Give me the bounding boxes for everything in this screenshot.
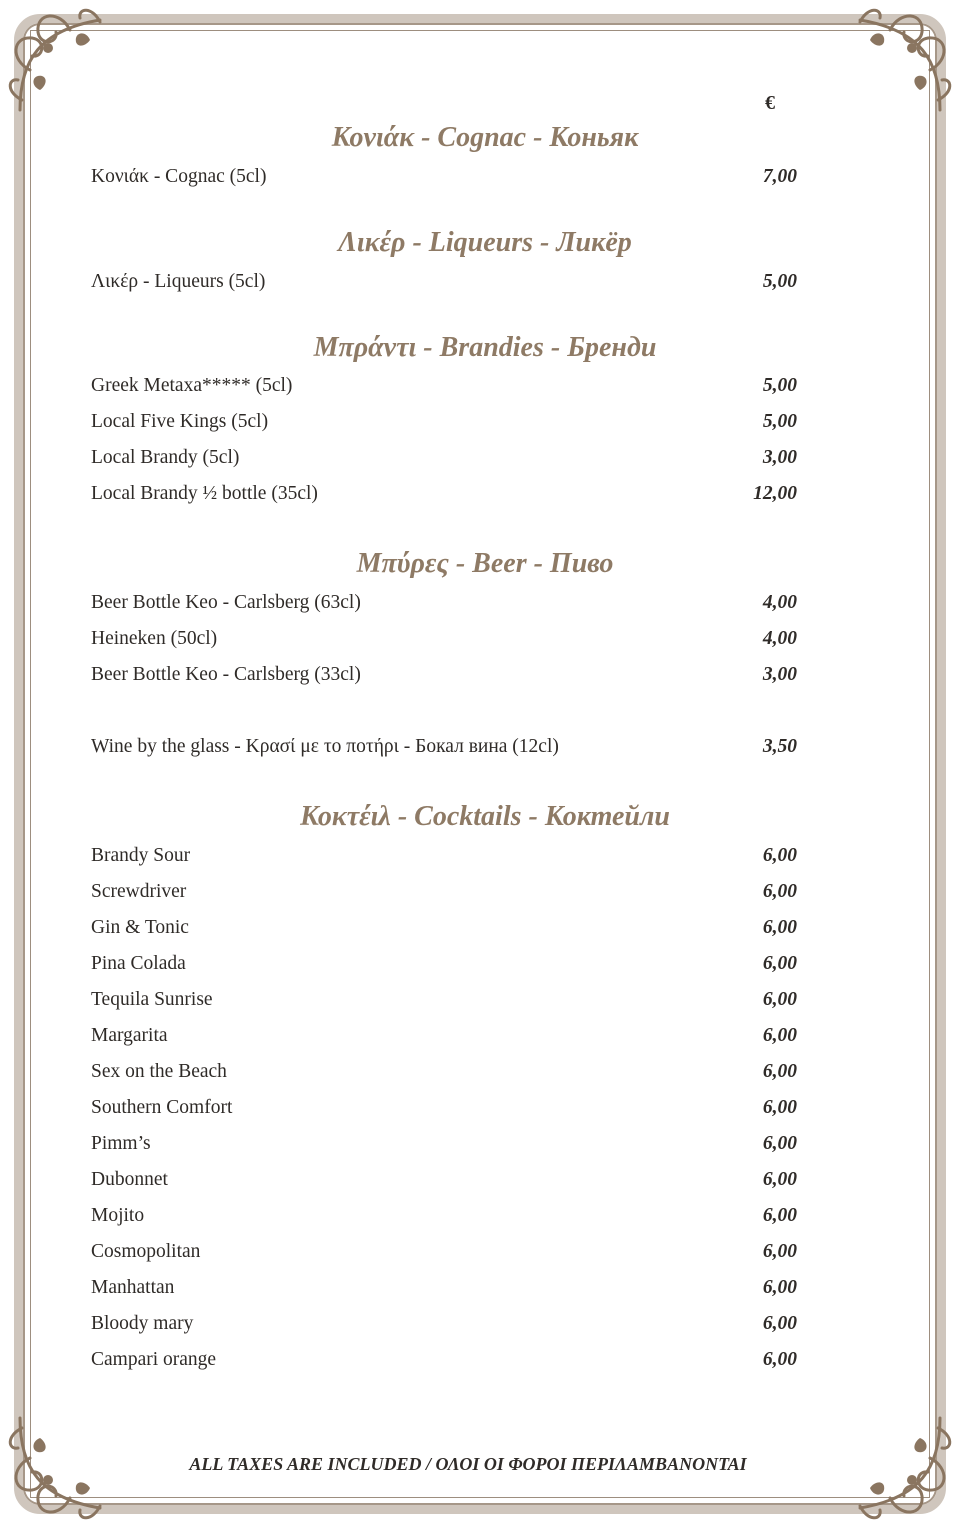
item-name: Southern Comfort bbox=[91, 1097, 233, 1118]
item-name: Local Brandy (5cl) bbox=[91, 447, 240, 468]
item-name: Κονιάκ - Cognac (5cl) bbox=[91, 166, 267, 187]
menu-item bbox=[91, 411, 797, 433]
item-price: 4,00 bbox=[762, 592, 797, 613]
item-price: 6,00 bbox=[762, 1097, 797, 1118]
item-price: 3,00 bbox=[762, 447, 797, 468]
item-name: Tequila Sunrise bbox=[91, 989, 213, 1010]
menu-item bbox=[91, 271, 797, 293]
menu-item bbox=[91, 628, 797, 650]
currency-symbol: € bbox=[765, 92, 775, 114]
item-price: 6,00 bbox=[762, 953, 797, 974]
item-name: Sex on the Beach bbox=[91, 1061, 227, 1082]
item-price: 6,00 bbox=[762, 1133, 797, 1154]
item-name: Gin & Tonic bbox=[91, 917, 189, 938]
item-name: Pina Colada bbox=[91, 953, 186, 974]
item-price: 5,00 bbox=[762, 271, 797, 292]
section-heading-brandies: Μπράντι - Brandies - Бренди bbox=[313, 332, 657, 363]
menu-item bbox=[91, 483, 797, 505]
item-price: 5,00 bbox=[762, 375, 797, 396]
item-price: 3,50 bbox=[762, 736, 797, 757]
menu-item bbox=[91, 989, 797, 1011]
menu-item bbox=[91, 1097, 797, 1119]
section-heading-cognac: Κονιάκ - Cognac - Коньяк bbox=[331, 122, 639, 153]
item-name: Heineken (50cl) bbox=[91, 628, 218, 649]
section-heading-liqueurs: Λικέρ - Liqueurs - Ликёр bbox=[338, 227, 632, 258]
item-price: 6,00 bbox=[762, 1205, 797, 1226]
menu-item bbox=[91, 375, 797, 397]
item-price: 6,00 bbox=[762, 1349, 797, 1370]
item-price: 6,00 bbox=[762, 989, 797, 1010]
item-name: Cosmopolitan bbox=[91, 1241, 201, 1262]
item-price: 3,00 bbox=[762, 664, 797, 685]
menu-item bbox=[91, 592, 797, 614]
menu-item bbox=[91, 1277, 797, 1299]
item-name: Mojito bbox=[91, 1205, 145, 1226]
item-name: Greek Metaxa***** (5cl) bbox=[91, 375, 293, 396]
menu-item bbox=[91, 166, 797, 188]
menu-item bbox=[91, 1313, 797, 1335]
item-name: Local Brandy ½ bottle (35cl) bbox=[91, 483, 318, 504]
section-heading-beer: Μπύρες - Beer - Пиво bbox=[356, 548, 614, 579]
menu-item bbox=[91, 845, 797, 867]
item-price: 7,00 bbox=[762, 166, 797, 187]
item-price: 6,00 bbox=[762, 1169, 797, 1190]
menu-item bbox=[91, 736, 797, 758]
item-name: Manhattan bbox=[91, 1277, 175, 1298]
item-name: Campari orange bbox=[91, 1349, 217, 1370]
menu-item bbox=[91, 664, 797, 686]
item-name: Screwdriver bbox=[91, 881, 187, 902]
item-name: Margarita bbox=[91, 1025, 168, 1046]
item-price: 6,00 bbox=[762, 845, 797, 866]
menu-item bbox=[91, 1025, 797, 1047]
corner-ornament-icon bbox=[830, 0, 960, 130]
corner-ornament-icon bbox=[0, 0, 130, 130]
item-name: Beer Bottle Keo - Carlsberg (33cl) bbox=[91, 664, 361, 685]
menu-item bbox=[91, 1169, 797, 1191]
item-price: 12,00 bbox=[753, 483, 797, 504]
menu-item bbox=[91, 1241, 797, 1263]
item-name: Local Five Kings (5cl) bbox=[91, 411, 269, 432]
item-price: 6,00 bbox=[762, 1277, 797, 1298]
section-heading-cocktails: Κοκτέιλ - Cocktails - Коктейли bbox=[300, 801, 670, 832]
item-name: Wine by the glass - Κρασί με το ποτήρι - Бокал вина (12cl) bbox=[91, 736, 559, 757]
item-name: Bloody mary bbox=[91, 1313, 194, 1334]
item-price: 6,00 bbox=[762, 1061, 797, 1082]
menu-item bbox=[91, 953, 797, 975]
item-name: Dubonnet bbox=[91, 1169, 168, 1190]
item-price: 6,00 bbox=[762, 1241, 797, 1262]
item-name: Brandy Sour bbox=[91, 845, 191, 866]
item-name: Pimm’s bbox=[91, 1133, 151, 1154]
item-price: 5,00 bbox=[762, 411, 797, 432]
item-name: Beer Bottle Keo - Carlsberg (63cl) bbox=[91, 592, 361, 613]
item-price: 6,00 bbox=[762, 917, 797, 938]
item-price: 6,00 bbox=[762, 1313, 797, 1334]
menu-item bbox=[91, 1205, 797, 1227]
item-price: 4,00 bbox=[762, 628, 797, 649]
menu-item bbox=[91, 447, 797, 469]
menu-item bbox=[91, 1133, 797, 1155]
item-price: 6,00 bbox=[762, 881, 797, 902]
menu-item bbox=[91, 881, 797, 903]
item-price: 6,00 bbox=[762, 1025, 797, 1046]
menu-item bbox=[91, 1349, 797, 1371]
menu-item bbox=[91, 1061, 797, 1083]
item-name: Λικέρ - Liqueurs (5cl) bbox=[91, 271, 266, 292]
menu-item bbox=[91, 917, 797, 939]
taxes-footer: ALL TAXES ARE INCLUDED / ΟΛΟΙ ΟΙ ΦΟΡΟΙ ΠΕΡΙΛΑΜΒΑΝΟΝΤΑΙ bbox=[189, 1454, 747, 1474]
